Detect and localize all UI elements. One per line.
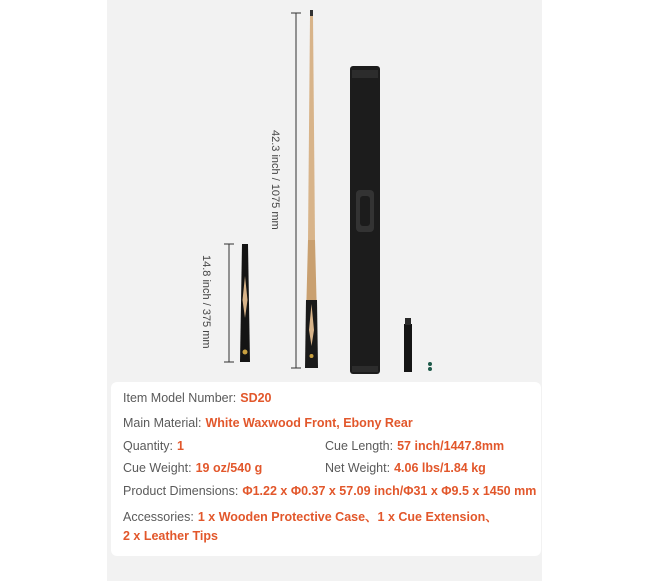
full-cue-dimension-label: 42.3 inch / 1075 mm	[269, 130, 281, 230]
spec-cue-length-value: 57 inch/1447.8mm	[397, 439, 505, 453]
spec-accessories	[123, 507, 498, 525]
cue-extension	[404, 318, 412, 372]
spec-cue-weight-value: 19 oz/540 g	[195, 461, 263, 475]
spec-quantity	[123, 439, 184, 453]
spec-product-dimensions-label: Product Dimensions:	[123, 484, 239, 498]
spec-cue-weight-label: Cue Weight:	[123, 461, 192, 475]
spec-quantity-label: Quantity:	[123, 439, 174, 453]
spec-cue-length	[325, 439, 504, 453]
cue-butt-section	[240, 244, 250, 362]
cue-case	[350, 66, 380, 374]
cue-stick	[305, 10, 318, 368]
spec-net-weight-label: Net Weight:	[325, 461, 391, 475]
spec-material-value: White Waxwood Front, Ebony Rear	[205, 416, 413, 430]
spec-net-weight-value: 4.06 lbs/1.84 kg	[394, 461, 486, 475]
spec-accessories-label: Accessories:	[123, 510, 194, 524]
leather-tips	[428, 362, 432, 371]
spec-cue-weight	[123, 461, 262, 475]
spec-product-dimensions	[123, 484, 536, 498]
spec-material	[123, 416, 413, 430]
full-cue-dimension-line	[291, 13, 301, 368]
spec-accessories-continued	[123, 529, 218, 543]
butt-section-dimension-line	[224, 244, 234, 362]
spec-product-dimensions-value: Φ1.22 x Φ0.37 x 57.09 inch/Φ31 x Φ9.5 x 1450 mm	[242, 484, 537, 498]
spec-model-label: Item Model Number:	[123, 391, 237, 405]
spec-model-value: SD20	[240, 391, 272, 405]
spec-cue-length-label: Cue Length:	[325, 439, 394, 453]
spec-accessories-value: 1 x Wooden Protective Case、1 x Cue Extension、	[197, 510, 498, 524]
butt-section-dimension-label: 14.8 inch / 375 mm	[200, 255, 212, 349]
spec-quantity-value: 1	[177, 439, 184, 453]
spec-material-label: Main Material:	[123, 416, 202, 430]
spec-model	[123, 391, 272, 405]
spec-accessories-value-2: 2 x Leather Tips	[123, 529, 218, 543]
spec-net-weight	[325, 461, 486, 475]
